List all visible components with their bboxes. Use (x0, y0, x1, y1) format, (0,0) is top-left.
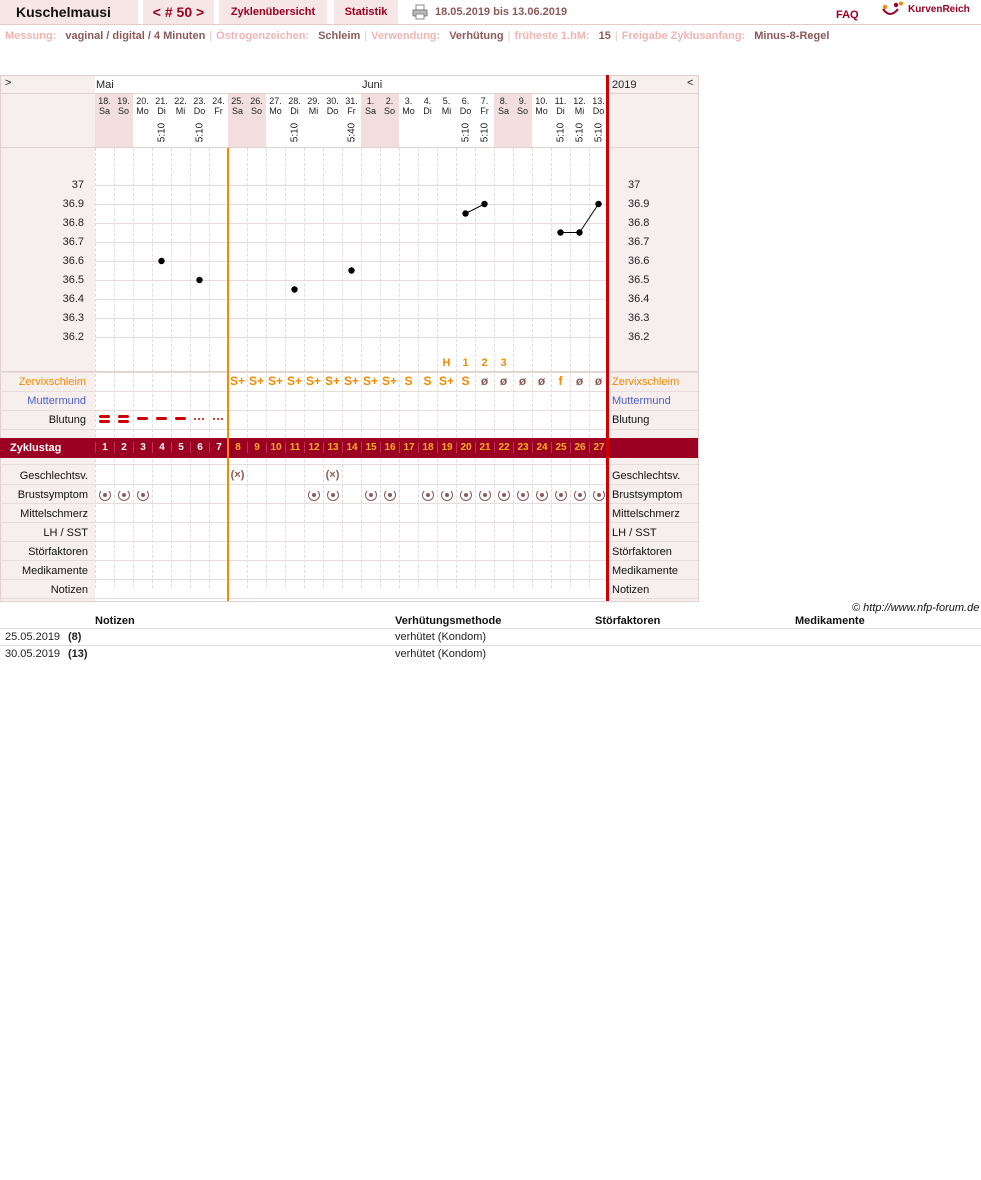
cycle-day-label: Zyklustag (10, 442, 62, 454)
breast-symptom-icon (593, 489, 605, 501)
breast-symptom-icon (365, 489, 377, 501)
day-weekday: Do (326, 106, 339, 116)
spotting-dot (194, 418, 196, 420)
measurement-time: 5:10 (593, 122, 604, 143)
measurement-time: 5:10 (555, 122, 566, 143)
cervix-symbol: S+ (324, 374, 340, 388)
info-separator: | (614, 30, 618, 42)
y-tick-label-right: 36.6 (628, 255, 650, 267)
date-range: 18.05.2019 bis 13.06.2019 (435, 6, 568, 18)
cervix-symbol: ø (594, 374, 603, 388)
info-value: Verhütung (449, 30, 504, 42)
y-tick-label-right: 36.5 (628, 274, 650, 286)
bleeding-bar (175, 417, 186, 420)
temperature-point[interactable] (481, 201, 487, 207)
row-label-right: Zervixschleim (612, 376, 680, 388)
row-line (0, 579, 698, 580)
info-separator: | (507, 30, 511, 42)
breast-symptom-icon (441, 489, 453, 501)
cervix-symbol: S+ (229, 374, 245, 388)
bleeding-bar (118, 415, 129, 418)
day-weekday: Mi (574, 106, 585, 116)
day-date: 18. (98, 96, 111, 106)
day-date: 13. (592, 96, 605, 106)
y-tick-label-right: 36.3 (628, 312, 650, 324)
row-line (0, 541, 698, 542)
printer-icon[interactable] (412, 4, 428, 20)
day-date: 20. (136, 96, 149, 106)
cervix-symbol: S+ (305, 374, 321, 388)
row-line (0, 484, 698, 485)
spotting-dot (202, 418, 204, 420)
row-label-right: Brustsymptom (612, 489, 683, 501)
day-weekday: Fr (347, 106, 356, 116)
row-line (0, 503, 698, 504)
cycle-settings-line (5, 30, 829, 42)
row-line (0, 464, 698, 465)
day-weekday: Mo (269, 106, 282, 116)
day-date: 10. (535, 96, 548, 106)
bleeding-bar (99, 420, 110, 423)
day-date: 8. (499, 96, 508, 106)
cycle-day-number: 21 (475, 442, 494, 453)
breast-symptom-icon (327, 489, 339, 501)
row-label: LH / SST (43, 527, 88, 539)
logo-text: KurvenReich (908, 4, 970, 15)
cervix-symbol: S+ (343, 374, 359, 388)
day-weekday: Mi (441, 106, 452, 116)
notes-table-header: Medikamente (795, 615, 865, 627)
breast-symptom-dot (103, 493, 107, 497)
cycle-day-number: 22 (494, 442, 513, 453)
day-date: 7. (480, 96, 489, 106)
y-tick-label-right: 37 (628, 179, 641, 191)
info-value: Minus-8-Regel (754, 30, 830, 42)
row-label-right: Mittelschmerz (612, 508, 680, 520)
row-label-right: LH / SST (612, 527, 657, 539)
y-tick-label: 36.6 (62, 255, 84, 267)
breast-symptom-icon (137, 489, 149, 501)
day-date: 29. (307, 96, 320, 106)
note-method: verhütet (Kondom) (395, 631, 487, 643)
day-weekday: Do (193, 106, 206, 116)
y-tick-label: 36.4 (62, 293, 84, 305)
month-label: Mai (96, 79, 114, 91)
tab-cycle-overview[interactable]: Zyklenübersicht (219, 0, 327, 24)
cycle-day-number: 6 (190, 442, 209, 453)
bleeding-bar (137, 417, 148, 420)
day-weekday: Di (290, 106, 299, 116)
note-cycle-day: (8) (68, 631, 82, 643)
cycle-day-number: 14 (342, 442, 361, 453)
row-label: Störfaktoren (28, 546, 88, 558)
table-row (0, 628, 981, 646)
breast-symptom-icon (384, 489, 396, 501)
breast-symptom-icon (479, 489, 491, 501)
rule-marker: 3 (500, 357, 507, 369)
breast-symptom-icon (574, 489, 586, 501)
breast-symptom-dot (540, 493, 544, 497)
row-label-right: Muttermund (612, 395, 671, 407)
bleeding-symbol (116, 413, 131, 425)
measurement-time: 5:10 (289, 122, 300, 143)
day-date: 21. (155, 96, 168, 106)
cycle-navigation[interactable]: < # 50 > (143, 0, 214, 24)
day-weekday: So (516, 106, 528, 116)
breast-symptom-dot (559, 493, 563, 497)
info-label: Freigabe Zyklusanfang: (621, 30, 746, 42)
row-line (0, 429, 698, 430)
day-date: 9. (518, 96, 527, 106)
intercourse-symbol: (×) (230, 469, 245, 481)
info-value: Schleim (318, 30, 361, 42)
cervix-symbol: S+ (286, 374, 302, 388)
row-label: Notizen (50, 584, 88, 596)
day-date: 27. (269, 96, 282, 106)
day-date: 3. (404, 96, 413, 106)
cervix-symbol: ø (537, 374, 546, 388)
cervix-symbol: S+ (438, 374, 454, 388)
cervix-symbol: S (423, 374, 432, 388)
cycle-day-number: 20 (456, 442, 475, 453)
cervix-symbol: S (404, 374, 413, 388)
rule-marker: H (442, 357, 451, 369)
month-label: Juni (362, 79, 383, 91)
measurement-time: 5:10 (574, 122, 585, 143)
intercourse-symbol: (×) (325, 469, 340, 481)
cycle-chart (0, 75, 698, 601)
cervix-symbol: ø (518, 374, 527, 388)
y-tick-label-right: 36.7 (628, 236, 650, 248)
cycle-start-line (227, 148, 229, 601)
row-label: Blutung (48, 414, 86, 426)
y-tick-label: 36.8 (62, 217, 84, 229)
cycle-day-number: 5 (171, 442, 190, 453)
notes-table-header: Verhütungsmethode (395, 615, 502, 627)
breast-symptom-icon (99, 489, 111, 501)
note-cycle-day: (13) (68, 648, 88, 660)
cycle-day-number: 13 (323, 442, 342, 453)
cervix-symbol: S (461, 374, 470, 388)
bleeding-symbol (154, 413, 169, 425)
bleeding-symbol (173, 413, 188, 425)
measurement-time: 5:40 (346, 122, 357, 143)
day-date: 11. (554, 96, 567, 106)
faq-link[interactable]: FAQ (836, 9, 859, 21)
cycle-day-number: 16 (380, 442, 399, 453)
breast-symptom-dot (578, 493, 582, 497)
breast-symptom-dot (502, 493, 506, 497)
breast-symptom-icon (308, 489, 320, 501)
day-weekday: Di (157, 106, 166, 116)
row-label: Medikamente (21, 565, 88, 577)
measurement-time: 5:10 (460, 122, 471, 143)
y-tick-label: 36.7 (62, 236, 84, 248)
row-label-right: Notizen (612, 584, 650, 596)
breast-symptom-dot (369, 493, 373, 497)
cycle-day-number: 15 (361, 442, 380, 453)
bleeding-symbol (211, 413, 226, 425)
row-label: Brustsymptom (17, 489, 88, 501)
temperature-point[interactable] (557, 229, 563, 235)
row-label-right: Medikamente (612, 565, 679, 577)
bleeding-bar (156, 417, 167, 420)
day-weekday: Mo (136, 106, 149, 116)
info-value: 15 (598, 30, 611, 42)
cervix-symbol: ø (575, 374, 584, 388)
temperature-segment (580, 204, 599, 233)
bleeding-bar (99, 415, 110, 418)
info-label: Verwendung: (371, 30, 441, 42)
temperature-point[interactable] (595, 201, 601, 207)
rule-marker: 1 (462, 357, 469, 369)
row-line (0, 372, 698, 373)
day-weekday: Sa (364, 106, 376, 116)
cycle-day-number: 25 (551, 442, 570, 453)
bleeding-bar (118, 420, 129, 423)
cycle-day-number: 1 (95, 442, 114, 453)
chart-nav-next-button[interactable]: < (687, 77, 694, 89)
info-label: früheste 1.hM: (514, 30, 590, 42)
cervix-symbol: S+ (381, 374, 397, 388)
spotting-dot (221, 418, 223, 420)
cycle-day-number: 7 (209, 442, 228, 453)
day-date: 1. (366, 96, 375, 106)
breast-symptom-icon (460, 489, 472, 501)
day-date: 23. (193, 96, 206, 106)
y-tick-label-right: 36.8 (628, 217, 650, 229)
breast-symptom-dot (122, 493, 126, 497)
cervix-symbol: S+ (267, 374, 283, 388)
y-tick-label: 36.9 (62, 198, 84, 210)
cycle-day-number: 19 (437, 442, 456, 453)
breast-symptom-dot (388, 493, 392, 497)
day-weekday: Mo (402, 106, 415, 116)
copyright: © http://www.nfp-forum.de (852, 602, 980, 614)
day-date: 24. (212, 96, 225, 106)
measurement-time: 5:10 (156, 122, 167, 143)
temperature-point[interactable] (348, 267, 354, 273)
day-date: 19. (117, 96, 130, 106)
info-label: Messung: (5, 30, 57, 42)
day-weekday: Do (592, 106, 605, 116)
day-weekday: So (383, 106, 395, 116)
day-weekday: Mo (535, 106, 548, 116)
day-date: 6. (461, 96, 470, 106)
cycle-day-number: 3 (133, 442, 152, 453)
cycle-day-number: 8 (228, 442, 247, 453)
info-value: vaginal / digital / 4 Minuten (65, 30, 206, 42)
year-label: 2019 (612, 79, 637, 91)
notes-table-header: Notizen (95, 615, 135, 627)
breast-symptom-dot (141, 493, 145, 497)
cervix-symbol: ø (480, 374, 489, 388)
cycle-day-number: 18 (418, 442, 437, 453)
day-weekday: Do (459, 106, 472, 116)
note-date: 25.05.2019 (5, 631, 61, 643)
breast-symptom-dot (445, 493, 449, 497)
spotting-dot (198, 418, 200, 420)
breast-symptom-icon (517, 489, 529, 501)
row-line (0, 598, 698, 599)
table-row (0, 645, 981, 663)
note-method: verhütet (Kondom) (395, 648, 487, 660)
breast-symptom-dot (483, 493, 487, 497)
bleeding-symbol (135, 413, 150, 425)
breast-symptom-dot (312, 493, 316, 497)
breast-symptom-dot (426, 493, 430, 497)
measurement-time: 5:10 (194, 122, 205, 143)
breast-symptom-dot (464, 493, 468, 497)
bleeding-symbol (192, 413, 207, 425)
info-separator: | (209, 30, 213, 42)
spotting-dot (213, 418, 215, 420)
username: Kuschelmausi (0, 0, 138, 24)
cycle-day-number: 17 (399, 442, 418, 453)
cycle-end-line (606, 75, 609, 601)
row-line (0, 391, 698, 392)
top-nav (0, 0, 981, 25)
breast-symptom-dot (521, 493, 525, 497)
bleeding-symbol (97, 413, 112, 425)
cycle-day-number: 26 (570, 442, 589, 453)
breast-symptom-icon (536, 489, 548, 501)
row-label: Mittelschmerz (20, 508, 88, 520)
cycle-day-number: 9 (247, 442, 266, 453)
temperature-point[interactable] (576, 229, 582, 235)
day-weekday: Sa (497, 106, 509, 116)
row-label-right: Geschlechtsv. (612, 470, 681, 482)
y-tick-label-right: 36.4 (628, 293, 650, 305)
y-tick-label: 36.3 (62, 312, 84, 324)
note-date: 30.05.2019 (5, 648, 61, 660)
day-weekday: So (250, 106, 262, 116)
row-line (0, 410, 698, 411)
y-tick-label: 37 (71, 179, 84, 191)
row-label-right: Blutung (612, 414, 650, 426)
info-label: Östrogenzeichen: (216, 30, 310, 42)
cycle-day-number: 11 (285, 442, 304, 453)
breast-symptom-icon (555, 489, 567, 501)
row-label: Muttermund (27, 395, 86, 407)
day-weekday: Sa (98, 106, 110, 116)
cycle-day-number: 23 (513, 442, 532, 453)
rule-marker: 2 (481, 357, 488, 369)
y-tick-label: 36.5 (62, 274, 84, 286)
row-label: Zervixschleim (18, 376, 86, 388)
breast-symptom-icon (498, 489, 510, 501)
day-date: 31. (345, 96, 358, 106)
temperature-point[interactable] (158, 258, 164, 264)
cervix-symbol: S+ (362, 374, 378, 388)
cycle-day-number: 27 (589, 442, 608, 453)
cervix-symbol: ø (499, 374, 508, 388)
cycle-day-number: 12 (304, 442, 323, 453)
day-weekday: Fr (480, 106, 489, 116)
info-separator: | (364, 30, 368, 42)
day-weekday: Sa (231, 106, 243, 116)
y-tick-label-right: 36.2 (628, 331, 650, 343)
day-date: 28. (288, 96, 301, 106)
day-date: 30. (326, 96, 339, 106)
row-label-right: Störfaktoren (612, 546, 672, 558)
day-weekday: Fr (214, 106, 223, 116)
row-line (0, 522, 698, 523)
temperature-point[interactable] (291, 286, 297, 292)
y-tick-label: 36.2 (62, 331, 84, 343)
cycle-day-number: 2 (114, 442, 133, 453)
y-tick-label-right: 36.9 (628, 198, 650, 210)
day-weekday: Mi (308, 106, 319, 116)
day-date: 22. (174, 96, 187, 106)
row-line (0, 560, 698, 561)
cycle-day-number: 4 (152, 442, 171, 453)
cervix-symbol: f (558, 374, 563, 388)
breast-symptom-dot (597, 493, 601, 497)
day-date: 2. (385, 96, 394, 106)
temperature-point[interactable] (462, 210, 468, 216)
day-date: 12. (573, 96, 586, 106)
measurement-time: 5:10 (479, 122, 490, 143)
breast-symptom-dot (331, 493, 335, 497)
day-weekday: So (117, 106, 129, 116)
day-weekday: Di (423, 106, 432, 116)
day-date: 26. (250, 96, 263, 106)
day-date: 4. (423, 96, 432, 106)
day-date: 25. (231, 96, 244, 106)
notes-table-header: Störfaktoren (595, 615, 661, 627)
spotting-dot (217, 418, 219, 420)
tab-statistics[interactable]: Statistik (334, 0, 398, 24)
breast-symptom-icon (118, 489, 130, 501)
breast-symptom-icon (422, 489, 434, 501)
cycle-day-number: 24 (532, 442, 551, 453)
cycle-day-number: 10 (266, 442, 285, 453)
day-weekday: Di (556, 106, 565, 116)
cervix-symbol: S+ (248, 374, 264, 388)
temperature-point[interactable] (196, 277, 202, 283)
row-label: Geschlechtsv. (19, 470, 88, 482)
chart-nav-prev-button[interactable]: > (5, 77, 12, 89)
day-date: 5. (442, 96, 451, 106)
day-weekday: Mi (175, 106, 186, 116)
